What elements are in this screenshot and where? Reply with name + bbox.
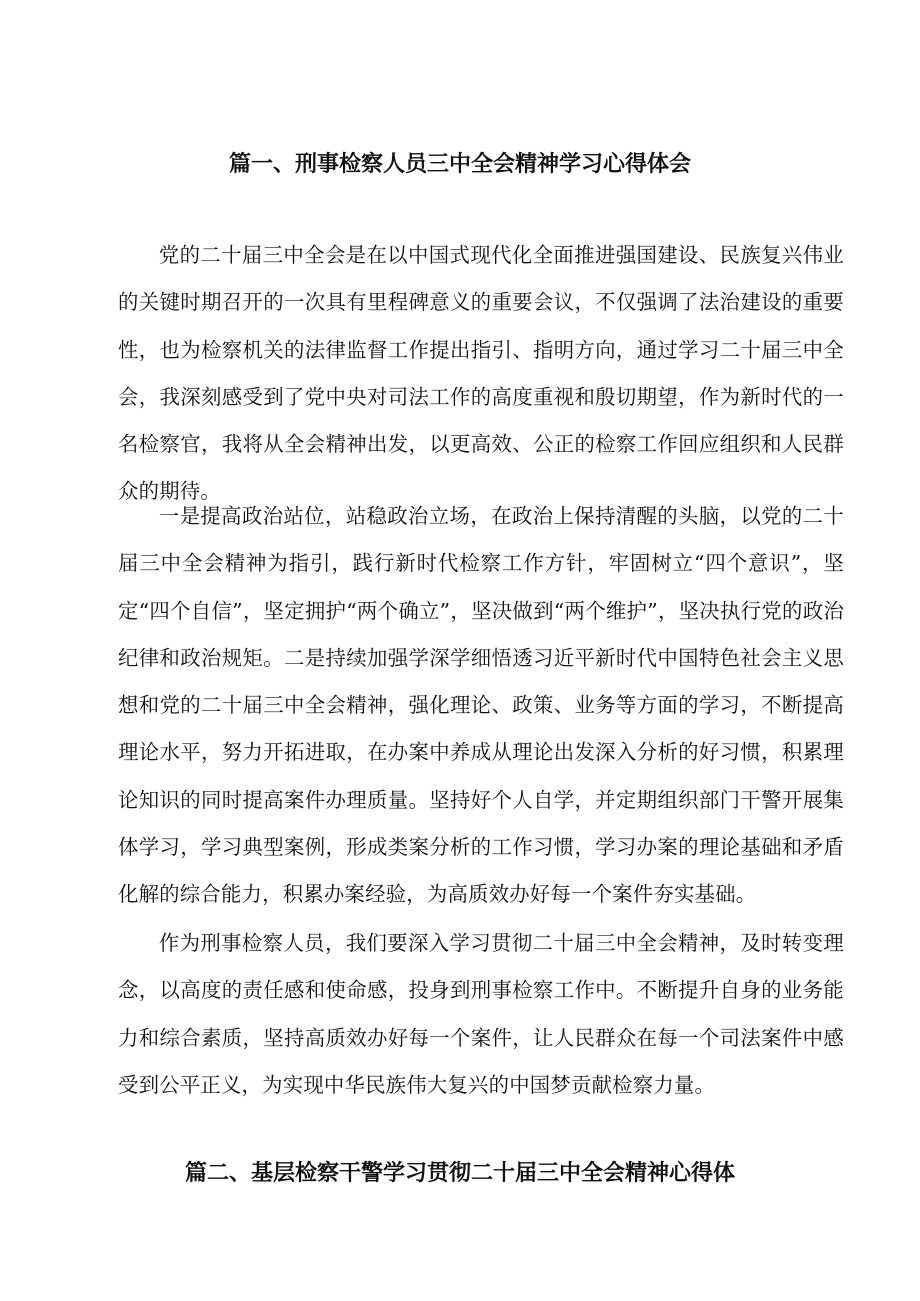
section-two-title: 篇二、基层检察干警学习贯彻二十届三中全会精神心得体 (184, 1161, 735, 1186)
paragraph-measures: 一是提高政治站位，站稳政治立场，在政治上保持清醒的头脑，以党的二十届三中全会精神为指引，践行新时代检察工作方针，牢固树立“四个意识”，坚定“四个自信”，坚定拥护“两个确立”，坚决做到“两个维护”，坚决执行党的政治纪律和政治规矩。二是持续加强学深学细悟透习近平新时代中国特色社会主义思想和党的二十届三中全会精神，强化理论、政策、业务等方面的学习，不断提高理论水平，努力开拓进取，在办案中养成从理论出发深入分析的好习惯，积累理论知识的同时提高案件办理质量。坚持好个人自学，并定期组织部门干警开展集体学习，学习典型案例，形成类案分析的工作习惯，学习办案的理论基础和矛盾化解的综合能力，积累办案经验，为高质效办好每一个案件夯实基础。 (118, 504, 844, 907)
paragraph-intro: 党的二十届三中全会是在以中国式现代化全面推进强国建设、民族复兴伟业的关键时期召开的一次具有里程碑意义的重要会议，不仅强调了法治建设的重要性，也为检察机关的法律监督工作提出指引、指明方向，通过学习二十届三中全会，我深刻感受到了党中央对司法工作的高度重视和殷切期望，作为新时代的一名检察官，我将从全会精神出发，以更高效、公正的检察工作回应组织和人民群众的期待。 (118, 243, 844, 504)
section-one-title: 篇一、刑事检察人员三中全会精神学习心得体会 (228, 152, 691, 177)
paragraph-conclusion: 作为刑事检察人员，我们要深入学习贯彻二十届三中全会精神，及时转变理念，以高度的责任感和使命感，投身到刑事检察工作中。不断提升自身的业务能力和综合素质，坚持高质效办好每一个案件，让人民群众在每一个司法案件中感受到公平正义，为实现中华民族伟大复兴的中国梦贡献检察力量。 (118, 931, 844, 1097)
